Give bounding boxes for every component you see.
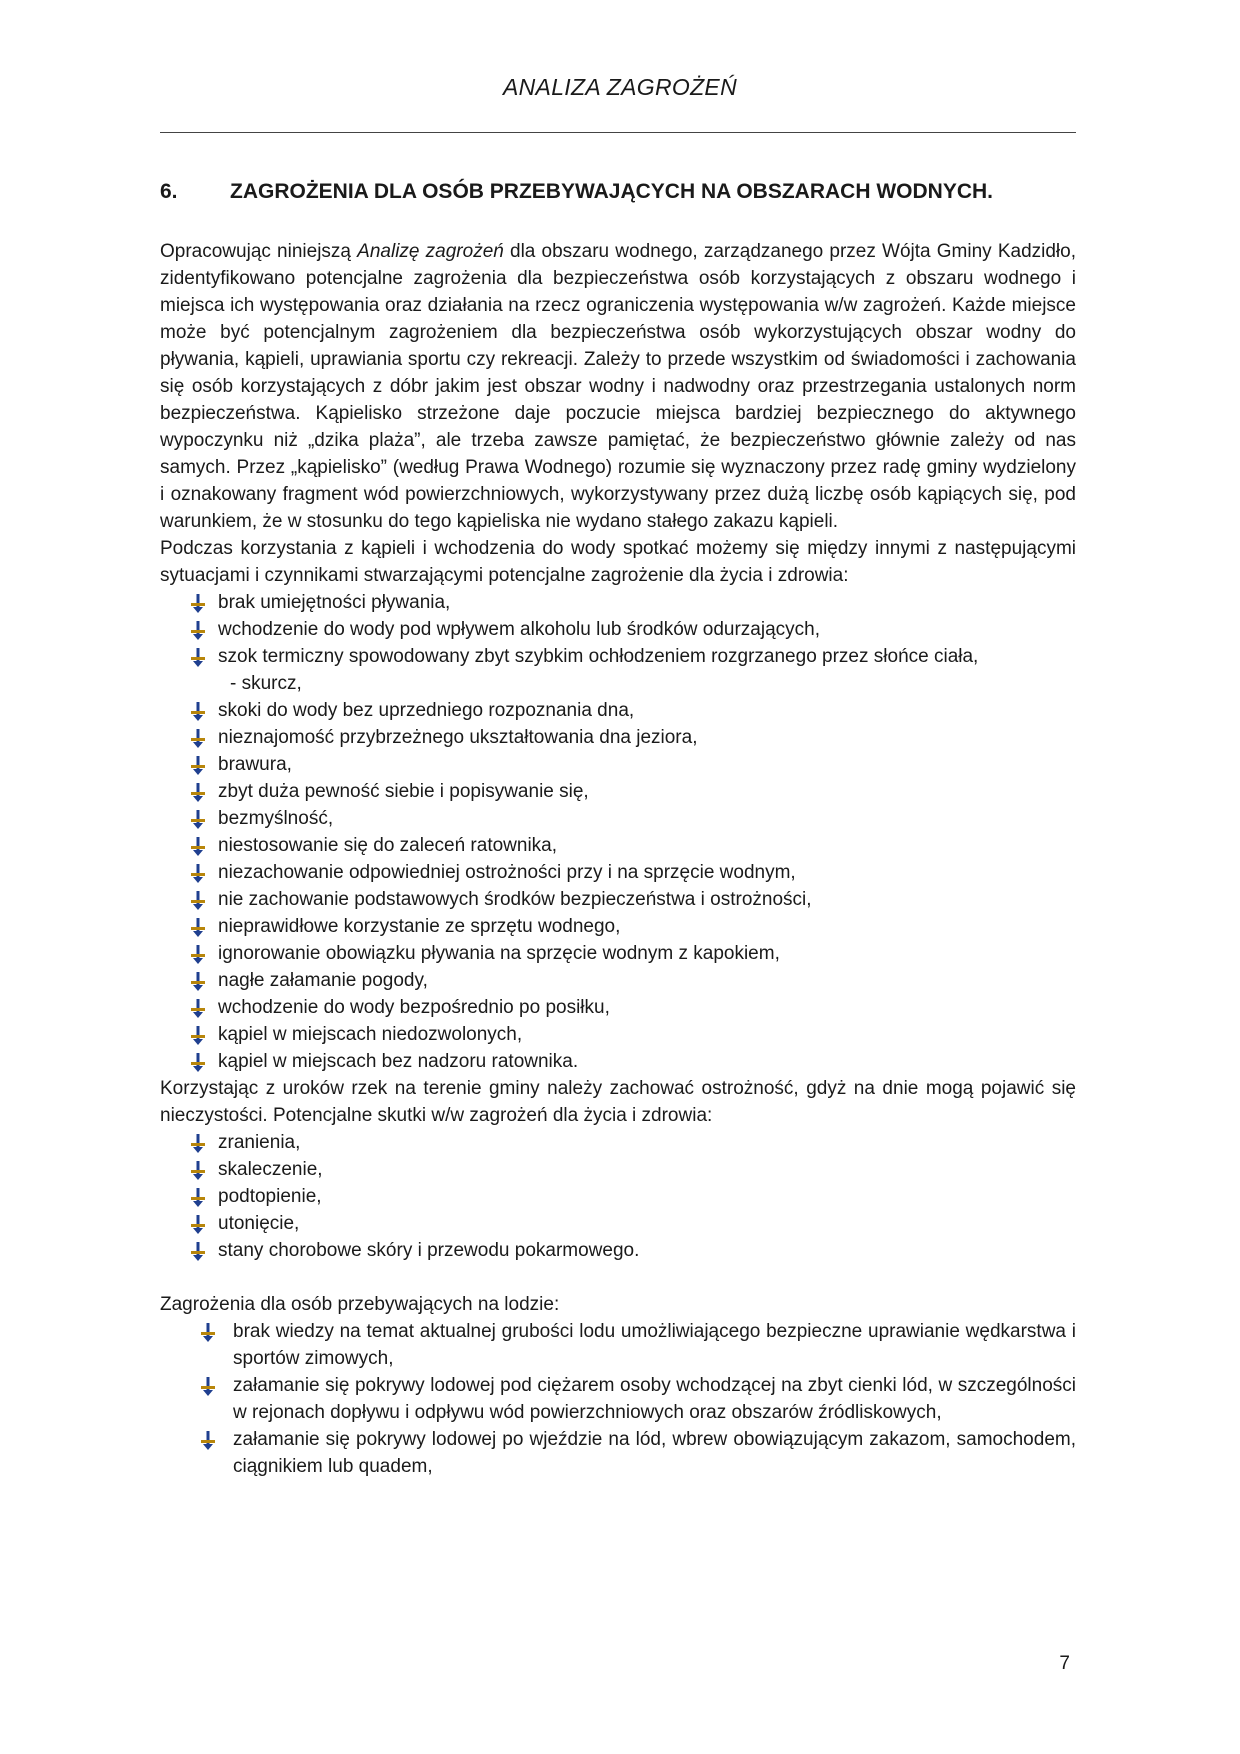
bullet-arrow-icon <box>190 648 206 668</box>
list-item <box>160 643 1076 697</box>
bullet-arrow-icon <box>200 1431 216 1451</box>
bullet-arrow-icon <box>190 864 206 884</box>
list-item <box>160 1210 1076 1237</box>
list-item-text: bezmyślność, <box>218 808 334 829</box>
section-number: 6. <box>160 180 178 203</box>
list-item <box>160 1426 1076 1480</box>
list-item <box>160 913 1076 940</box>
bullet-arrow-icon <box>190 783 206 803</box>
page-number: 7 <box>1059 1653 1070 1674</box>
list-item-text: zranienia, <box>218 1132 301 1153</box>
list-item-text: niezachowanie odpowiedniej ostrożności przy i na sprzęcie wodnym, <box>218 862 796 883</box>
section-heading <box>160 178 1076 205</box>
bullet-arrow-icon <box>190 891 206 911</box>
list-item-text: załamanie się pokrywy lodowej po wjeździe na lód, wbrew obowiązującym zakazom, samochodem, ciągnikiem lub quadem, <box>233 1429 1076 1477</box>
list-item <box>160 994 1076 1021</box>
list-item <box>160 886 1076 913</box>
list-item-text: wchodzenie do wody pod wpływem alkoholu lub środków odurzających, <box>218 619 820 640</box>
bullet-arrow-icon <box>190 999 206 1019</box>
list-item <box>160 616 1076 643</box>
list-item <box>160 1156 1076 1183</box>
rivers-lead: Korzystając z uroków rzek na terenie gminy należy zachować ostrożność, gdyż na dnie mogą pojawić się nieczystości. Potencjalne skutki w/w zagrożeń dla życia i zdrowia: <box>160 1078 1076 1126</box>
list-item-text: skaleczenie, <box>218 1159 323 1180</box>
bathing-hazards-list <box>160 589 1076 1075</box>
bullet-arrow-icon <box>190 1026 206 1046</box>
list-item <box>160 778 1076 805</box>
bullet-arrow-icon <box>190 1161 206 1181</box>
paragraph-gap <box>160 1264 1076 1291</box>
list-item-text: skoki do wody bez uprzedniego rozpoznania dna, <box>218 700 635 721</box>
bullet-arrow-icon <box>190 702 206 722</box>
bullet-arrow-icon <box>190 1053 206 1073</box>
bullet-arrow-icon <box>190 756 206 776</box>
intro-italic-title: Analizę zagrożeń <box>357 241 504 262</box>
intro-paragraph <box>160 238 1076 535</box>
list-item <box>160 751 1076 778</box>
list-item-subline: - skurcz, <box>230 673 302 694</box>
bullet-arrow-icon <box>190 621 206 641</box>
list-item-text: nieprawidłowe korzystanie ze sprzętu wodnego, <box>218 916 621 937</box>
list-item-text: stany chorobowe skóry i przewodu pokarmowego. <box>218 1240 640 1261</box>
ice-lead: Zagrożenia dla osób przebywających na lodzie: <box>160 1294 560 1315</box>
bullet-arrow-icon <box>200 1323 216 1343</box>
list-item-text: szok termiczny spowodowany zbyt szybkim ochłodzeniem rozgrzanego przez słońce ciała, <box>218 646 979 667</box>
list-item-text: załamanie się pokrywy lodowej pod ciężarem osoby wchodzącej na zbyt cienki lód, w szczególności w rejonach dopływu i odpływu wód powierzchniowych oraz obszarów źródliskowych, <box>233 1375 1076 1423</box>
list-item <box>160 589 1076 616</box>
ice-hazards-list <box>160 1318 1076 1480</box>
bullet-arrow-icon <box>190 945 206 965</box>
list-item-text: brak wiedzy na temat aktualnej grubości lodu umożliwiającego bezpieczne uprawianie wędkarstwa i sportów zimowych, <box>233 1321 1076 1369</box>
list-item <box>160 1183 1076 1210</box>
list-item <box>160 805 1076 832</box>
list-item-text: nieznajomość przybrzeżnego ukształtowania dna jeziora, <box>218 727 698 748</box>
list-item <box>160 1021 1076 1048</box>
list-item <box>160 859 1076 886</box>
bullet-arrow-icon <box>190 1242 206 1262</box>
list-item <box>160 1318 1076 1372</box>
list-item-text: brawura, <box>218 754 292 775</box>
list-item <box>160 967 1076 994</box>
running-header: ANALIZA ZAGROŻEŃ <box>503 74 737 100</box>
bullet-arrow-icon <box>190 1188 206 1208</box>
list-item-text: podtopienie, <box>218 1186 322 1207</box>
list-item-text: nagłe załamanie pogody, <box>218 970 428 991</box>
list-item <box>160 697 1076 724</box>
list-item <box>160 832 1076 859</box>
list-item <box>160 1048 1076 1075</box>
list-item-text: ignorowanie obowiązku pływania na sprzęcie wodnym z kapokiem, <box>218 943 780 964</box>
bullet-arrow-icon <box>190 810 206 830</box>
intro-text-rest: dla obszaru wodnego, zarządzanego przez Wójta Gminy Kadzidło, zidentyfikowano potencjalne zagrożenia dla bezpieczeństwa osób korzystających z obszaru wodnego i miejsca ich występowania oraz działania na rzecz ograniczenia występowania w/w zagrożeń. Każde miejsce może być potencjalnym zagrożeniem dla bezpieczeństwa osób wykorzystujących obszar wodny do pływania, kąpieli, uprawiania sportu czy rekreacji. Zależy to przede wszystkim od świadomości i zachowania się osób korzystających z dóbr jakim jest obszar wodny i nadwodny oraz przestrzegania ustalonych norm bezpieczeństwa. Kąpielisko strzeżone daje poczucie miejsca bardziej bezpiecznego do aktywnego wypoczynku niż „dzika plaża”, ale trzeba zawsze pamiętać, że bezpieczeństwo głównie zależy od nas samych. Przez „kąpielisko” (według Prawa Wodnego) rozumie się wyznaczony przez radę gminy wydzielony i oznakowany fragment wód powierzchniowych, wykorzystywany przez dużą liczbę osób kąpiących się, pod warunkiem, że w stosunku do tego kąpieliska nie wydano stałego zakazu kąpieli. <box>160 241 1077 532</box>
header-rule <box>160 132 1076 133</box>
intro-text-start: Opracowując niniejszą <box>160 241 358 262</box>
bullet-arrow-icon <box>190 1134 206 1154</box>
list-item-text: wchodzenie do wody bezpośrednio po posiłku, <box>218 997 610 1018</box>
list-item-text: utonięcie, <box>218 1213 300 1234</box>
bullet-arrow-icon <box>190 918 206 938</box>
list-item-text: niestosowanie się do zaleceń ratownika, <box>218 835 558 856</box>
list-item <box>160 1237 1076 1264</box>
bullet-arrow-icon <box>190 729 206 749</box>
rivers-effects-list <box>160 1129 1076 1264</box>
bullet-arrow-icon <box>190 837 206 857</box>
list-item-text: kąpiel w miejscach bez nadzoru ratownika. <box>218 1051 579 1072</box>
bullet-arrow-icon <box>190 1215 206 1235</box>
bathing-lead: Podczas korzystania z kąpieli i wchodzenia do wody spotkać możemy się między innymi z następującymi sytuacjami i czynnikami stwarzającymi potencjalne zagrożenie dla życia i zdrowia: <box>160 538 1076 586</box>
section-title: ZAGROŻENIA DLA OSÓB PRZEBYWAJĄCYCH NA OBSZARACH WODNYCH. <box>230 180 994 203</box>
list-item-text: nie zachowanie podstawowych środków bezpieczeństwa i ostrożności, <box>218 889 812 910</box>
bullet-arrow-icon <box>200 1377 216 1397</box>
list-item-text: brak umiejętności pływania, <box>218 592 451 613</box>
list-item <box>160 1372 1076 1426</box>
document-body <box>160 178 1076 1480</box>
list-item-text: kąpiel w miejscach niedozwolonych, <box>218 1024 523 1045</box>
list-item <box>160 940 1076 967</box>
list-item <box>160 1129 1076 1156</box>
bullet-arrow-icon <box>190 972 206 992</box>
list-item-text: zbyt duża pewność siebie i popisywanie się, <box>218 781 589 802</box>
bullet-arrow-icon <box>190 594 206 614</box>
list-item <box>160 724 1076 751</box>
